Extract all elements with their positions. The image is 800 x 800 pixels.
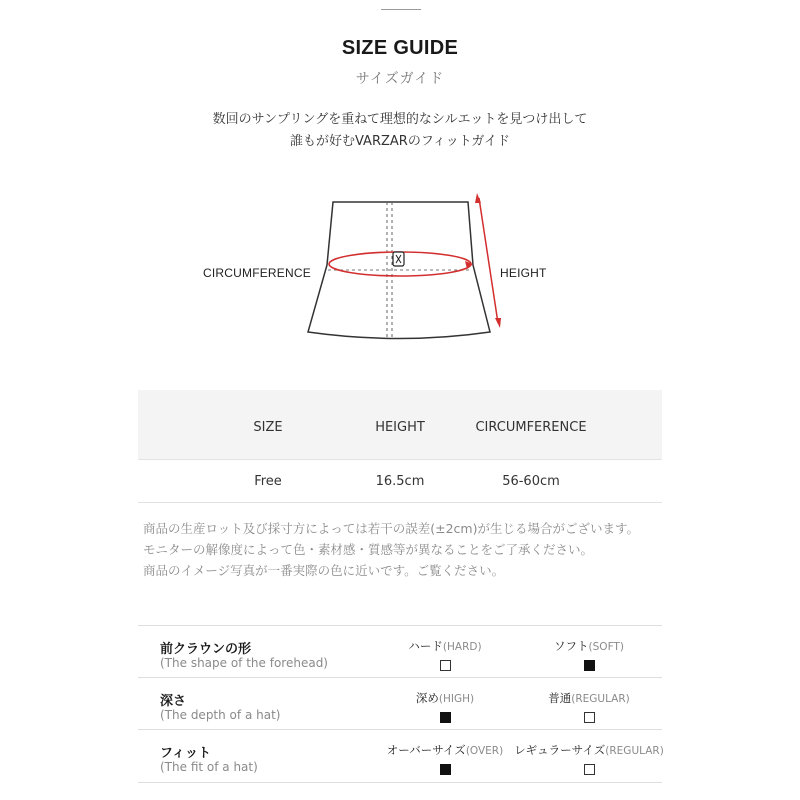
fit-row-title: 前クラウンの形	[160, 642, 252, 657]
note-line-3: 商品のイメージ写真が一番実際の色に近いです。ご覧ください。	[143, 563, 505, 578]
size-table	[138, 390, 662, 503]
option-soft	[514, 638, 664, 671]
fit-row-subtitle: (The fit of a hat)	[160, 760, 258, 774]
height-label: HEIGHT	[500, 266, 547, 280]
page-title: SIZE GUIDE	[341, 37, 459, 59]
option-label: ハード	[408, 639, 443, 653]
fit-table	[138, 625, 662, 783]
option-label: オーバーサイズ	[386, 743, 466, 757]
height-arrowhead-top	[475, 193, 481, 203]
option-label: ソフト	[554, 639, 589, 653]
table-row	[138, 460, 662, 503]
size-table-header	[138, 390, 662, 460]
fit-row-subtitle: (The depth of a hat)	[160, 708, 281, 722]
option-label: レギュラーサイズ	[514, 743, 606, 757]
option-label-en: (REGULAR)	[571, 693, 630, 705]
page-subtitle: サイズガイド	[355, 71, 445, 87]
fit-row-title: 深さ	[160, 694, 187, 709]
checkbox-regular-depth	[584, 712, 595, 723]
fit-row-fit	[138, 729, 662, 783]
top-divider	[381, 9, 421, 10]
cell-size: Free	[254, 474, 282, 489]
option-regular-depth	[514, 690, 664, 723]
cell-circumference: 56-60cm	[502, 474, 560, 489]
header-size: SIZE	[253, 420, 283, 435]
height-arrowhead-bottom	[495, 318, 501, 328]
option-label-en: (HARD)	[442, 641, 482, 653]
intro-line-1: 数回のサンプリングを重ねて理想的なシルエットを見つけ出して	[212, 112, 588, 127]
fit-row-depth	[138, 677, 662, 729]
note-line-1: 商品の生産ロット及び採寸方によっては若干の誤差(±2cm)が生じる場合がございます。	[143, 521, 639, 536]
fit-row-crown-shape	[138, 625, 662, 677]
header-height: HEIGHT	[375, 420, 425, 435]
circumference-label: CIRCUMFERENCE	[203, 266, 311, 280]
checkbox-over	[440, 764, 451, 775]
checkbox-high	[440, 712, 451, 723]
fit-row-title: フィット	[160, 746, 211, 761]
intro-line-2: 誰もが好むVARZARのフィットガイド	[290, 134, 510, 149]
checkbox-regular-fit	[584, 764, 595, 775]
checkbox-hard	[440, 660, 451, 671]
notes	[143, 518, 639, 581]
header-circumference: CIRCUMFERENCE	[475, 420, 587, 435]
option-high	[370, 690, 520, 723]
option-label: 普通	[548, 691, 572, 705]
option-label-en: (OVER)	[465, 745, 504, 757]
checkbox-soft	[584, 660, 595, 671]
option-label: 深め	[415, 691, 439, 705]
option-over	[370, 742, 520, 775]
option-label-en: (REGULAR)	[605, 745, 664, 757]
cell-height: 16.5cm	[375, 474, 425, 489]
option-label-en: (SOFT)	[588, 641, 624, 653]
option-label-en: (HIGH)	[438, 693, 475, 705]
option-regular-fit	[514, 742, 664, 775]
option-hard	[370, 638, 520, 671]
fit-row-subtitle: (The shape of the forehead)	[160, 656, 328, 670]
note-line-2: モニターの解像度によって色・素材感・質感等が異なることをご了承ください。	[143, 542, 594, 557]
